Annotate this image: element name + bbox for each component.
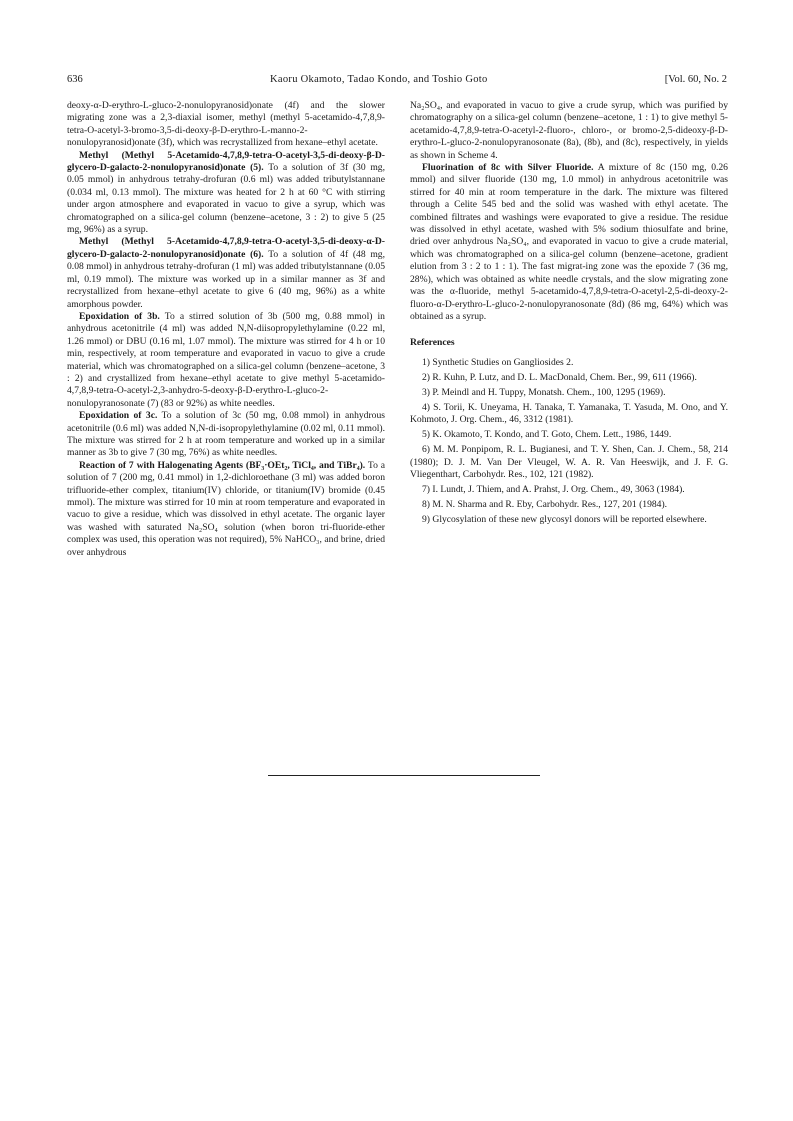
end-rule [268,775,540,776]
section-paragraph [67,150,385,237]
section-title: Epoxidation of 3c. [79,410,158,422]
section-paragraph [67,236,385,310]
intro-paragraph: deoxy-α-D-erythro-L-gluco-2-nonulopyranosid)onate (4f) and the slower migrating zone was a 2,3-diaxial isomer, methyl (methyl 5-acetamido-4,7,8,9-tetra-O-acetyl-3-bromo-3,5-di-deoxy-β-D-erythro-L-manno-2-nonulopyranosid)onate (3f), which was recrystallized from hexane–ethyl acetate. [67,100,385,149]
section-body: To a solution of 4f (48 mg, 0.08 mmol) in anhydrous tetrahy-drofuran (1 ml) was added tributylstannane (0.05 ml, 0.19 mmol). The mixture was worked up in a similar manner as 3f and recrystallized from hexane–ethyl acetate to give 6 (40 mg, 96%) as a white amorphous powder. [67,248,385,310]
section-body: To a solution of 3f (30 mg, 0.05 mmol) in anhydrous tetrahy-drofuran (0.6 ml) was added tributylstannane (0.034 ml, 0.13 mmol). The mixture was heated for 2 h at 60 °C with stirring under argon atmosphere and evaporated in vacuo to give a syrup, which was chromatographed on a silica-gel column (benzene–acetone, 3 : 2) to give 5 (25 mg, 96%) as a syrup. [67,162,385,236]
reference-item: 5) K. Okamoto, T. Kondo, and T. Goto, Chem. Lett., 1986, 1449. [422,429,672,441]
section-body: To a stirred solution of 3b (500 mg, 0.88 mmol) in anhydrous acetonitrile (4 ml) was added N,N-diisopropylethylamine (0.22 ml, 1.26 mmol) or DBU (0.16 ml, 1.07 mmol). The mixture was stirred for 4 h or 10 min, respectively, at room temperature and evaporated in vacuo to give a crude material, which was chromatographed on a silica-gel column (benzene–acetone, 3 : 2) and crystallized from hexane–ethyl acetate to give methyl 5-acetamido-4,7,8,9-tetra-O-acetyl-2,3-anhydro-5-deoxy-β-D-erythro-L-gluco-2-nonulopyranosonate (7) (83 or 92%) as white needles. [67,310,385,409]
reference-item: 3) P. Meindl and H. Tuppy, Monatsh. Chem., 100, 1295 (1969). [422,386,666,398]
right-column [410,100,728,529]
reference-item: 4) S. Torii, K. Uneyama, H. Tanaka, T. Yamanaka, T. Yasuda, M. Ono, and Y. Kohmoto, J. Org. Chem., 46, 3312 (1981). [410,401,728,426]
section-body: To a solution of 7 (200 mg, 0.41 mmol) in 1,2-dichloroethane (3 ml) was added boron trifluoride-ether complex, titanium(IV) chloride, or titanium(IV) bromide (0.45 mmol). The mixture was stirred for 10 min at room temperature and evaporated in vacuo to give a residue, which was dissolved in ethyl acetate. The organic layer was washed with saturated Na₂SO₄ solution (when boron tri-fluoride-ether complex was used, this operation was not required), 5% NaHCO₃, and brine, dried over anhydrous [67,459,385,558]
section-title: Methyl (Methyl 5-Acetamido-4,7,8,9-tetra-O-acetyl-3,5-di-deoxy-β-D-glycero-D-galacto-2-nonulopyranosid)onate (5). [67,149,385,174]
reference-item: 9) Glycosylation of these new glycosyl donors will be reported elsewhere. [422,513,707,525]
section-title: Fluorination of 8c with Silver Fluoride. [422,162,594,174]
page-number: 636 [67,74,83,85]
continued-paragraph: Na₂SO₄, and evaporated in vacuo to give a crude syrup, which was purified by chromatography on a silica-gel column (benzene–acetone, 1 : 1) to give methyl 5-acetamido-4,7,8,9-tetra-O-acetyl-2-fluoro-, chloro-, or bromo-2,5-dideoxy-β-D-erythro-L-gluco-2-nonulopyranosonate (8a), (8b), and (8c), respectively, in yields as shown in Scheme 4. [410,100,728,161]
references-heading: References [410,337,455,349]
section-paragraph [67,460,385,559]
left-column [67,100,385,559]
section-paragraph [410,162,728,323]
reference-item: 1) Synthetic Studies on Gangliosides 2. [422,356,574,368]
section-title: Reaction of 7 with Halogenating Agents (BF₃·OEt₂, TiCl₄, and TiBr₄). [79,459,366,471]
reference-item: 6) M. M. Ponpipom, R. L. Bugianesi, and T. Y. Shen, Can. J. Chem., 58, 214 (1980); D. J. M. Van Der Vleugel, W. A. R. Van Heeswijk, and J. F. G. Vliegenthart, Carbohydr. Res., 102, 121 (1982). [410,444,728,480]
volume-label: [Vol. 60, No. 2 [664,74,727,85]
reference-item: 7) I. Lundt, J. Thiem, and A. Prahst, J. Org. Chem., 49, 3063 (1984). [422,483,685,495]
running-authors: Kaoru Okamoto, Tadao Kondo, and Toshio Goto [270,74,488,85]
reference-item: 2) R. Kuhn, P. Lutz, and D. L. MacDonald, Chem. Ber., 99, 611 (1966). [422,371,697,383]
running-header [67,74,727,88]
section-title: Epoxidation of 3b. [79,310,160,322]
section-paragraph [67,410,385,460]
section-paragraph [67,311,385,410]
section-body: A mixture of 8c (150 mg, 0.26 mmol) and silver fluoride (130 mg, 1.0 mmol) in anhydrous acetonitrile was stirred for 40 min at room temperature in the dark. The mixture was filtered through a Celite 545 bed and the solid was washed with ethyl acetate. The combined filtrates and washings were evaporated to give a residue. The residue was dissolved in ethyl acetate, washed with 5% sodium thiosulfate and brine, dried over anhydrous Na₂SO₄, and evaporated in vacuo to give a crude material, which was chromatographed on a silica-gel column (benzene–acetone, gradient elution from 3 : 2 to 1 : 1). The fast migrat-ing zone was the epoxide 7 (36 mg, 28%), which was obtained as white needle crystals, and the slow migrating zone was the α-fluoride, methyl 5-acetamido-4,7,8,9-tetra-O-acetyl-2,5-di-deoxy-2-fluoro-α-D-erythro-L-gluco-2-nonulopyranosonate (8d) (86 mg, 64%) which was obtained as a syrup. [410,162,728,322]
section-title: Methyl (Methyl 5-Acetamido-4,7,8,9-tetra-O-acetyl-3,5-di-deoxy-α-D-glycero-D-galacto-2-nonulopyranosid)onate (6). [67,236,385,260]
section-body: To a solution of 3c (50 mg, 0.08 mmol) in anhydrous acetonitrile (0.6 ml) was added N,N-di-isopropylethylamine (0.02 ml, 0.11 mmol). The mixture was stirred for 2 h at room temperature and worked up in a similar manner as 3b to give 7 (30 mg, 76%) as white needles. [67,410,385,459]
reference-item: 8) M. N. Sharma and R. Eby, Carbohydr. Res., 127, 201 (1984). [422,498,668,510]
